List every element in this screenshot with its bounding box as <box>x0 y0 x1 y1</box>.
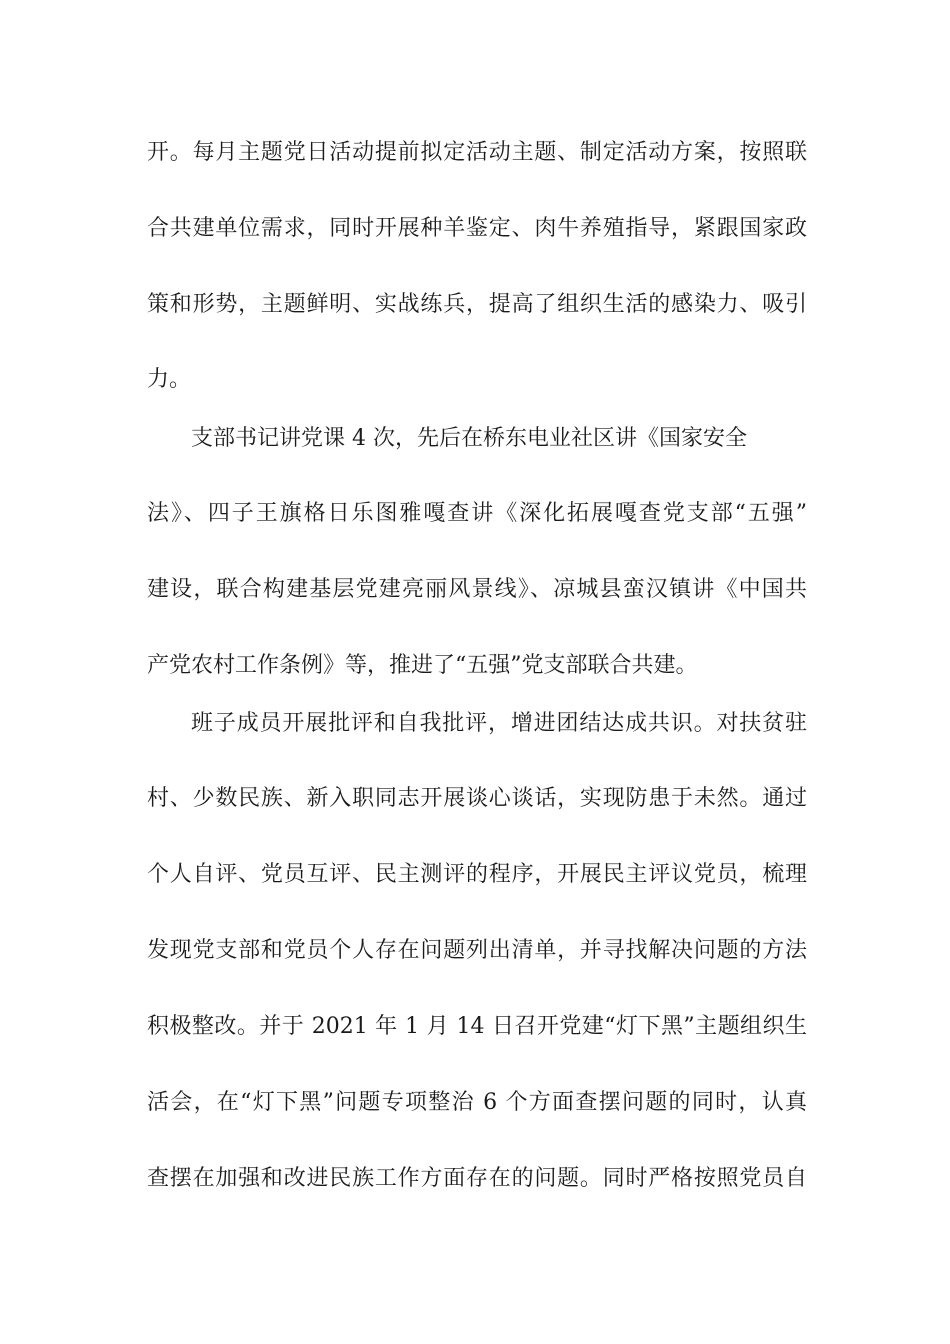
paragraph-line: 建设，联合构建基层党建亮丽风景线》、凉城县蛮汉镇讲《中国共 <box>147 577 807 602</box>
paragraph-line: 活会，在“灯下黑”问题专项整治 6 个方面查摆问题的同时，认真 <box>147 1090 807 1115</box>
paragraph-line: 积极整改。并于 2021 年 1 月 14 日召开党建“灯下黑”主题组织生 <box>147 1014 807 1039</box>
paragraph-line: 查摆在加强和改进民族工作方面存在的问题。同时严格按照党员自 <box>147 1166 807 1191</box>
paragraph-line: 个人自评、党员互评、民主测评的程序，开展民主评议党员，梳理 <box>147 862 807 887</box>
paragraph-line: 发现党支部和党员个人存在问题列出清单，并寻找解决问题的方法 <box>147 938 807 963</box>
paragraph-line: 力。 <box>147 367 192 392</box>
paragraph-line: 法》、四子王旗格日乐图雅嘎查讲《深化拓展嘎查党支部“五强” <box>147 501 807 526</box>
paragraph-line: 开。每月主题党日活动提前拟定活动主题、制定活动方案，按照联 <box>147 140 807 165</box>
paragraph-line: 支部书记讲党课 4 次，先后在桥东电业社区讲《国家安全 <box>191 426 747 451</box>
paragraph-line: 策和形势，主题鲜明、实战练兵，提高了组织生活的感染力、吸引 <box>147 292 807 317</box>
paragraph-line: 产党农村工作条例》等，推进了“五强”党支部联合共建。 <box>147 653 698 678</box>
paragraph-line: 村、少数民族、新入职同志开展谈心谈话，实现防患于未然。通过 <box>147 786 807 811</box>
paragraph-line: 合共建单位需求，同时开展种羊鉴定、肉牛养殖指导，紧跟国家政 <box>147 216 807 241</box>
paragraph-line: 班子成员开展批评和自我批评，增进团结达成共识。对扶贫驻 <box>191 711 807 736</box>
